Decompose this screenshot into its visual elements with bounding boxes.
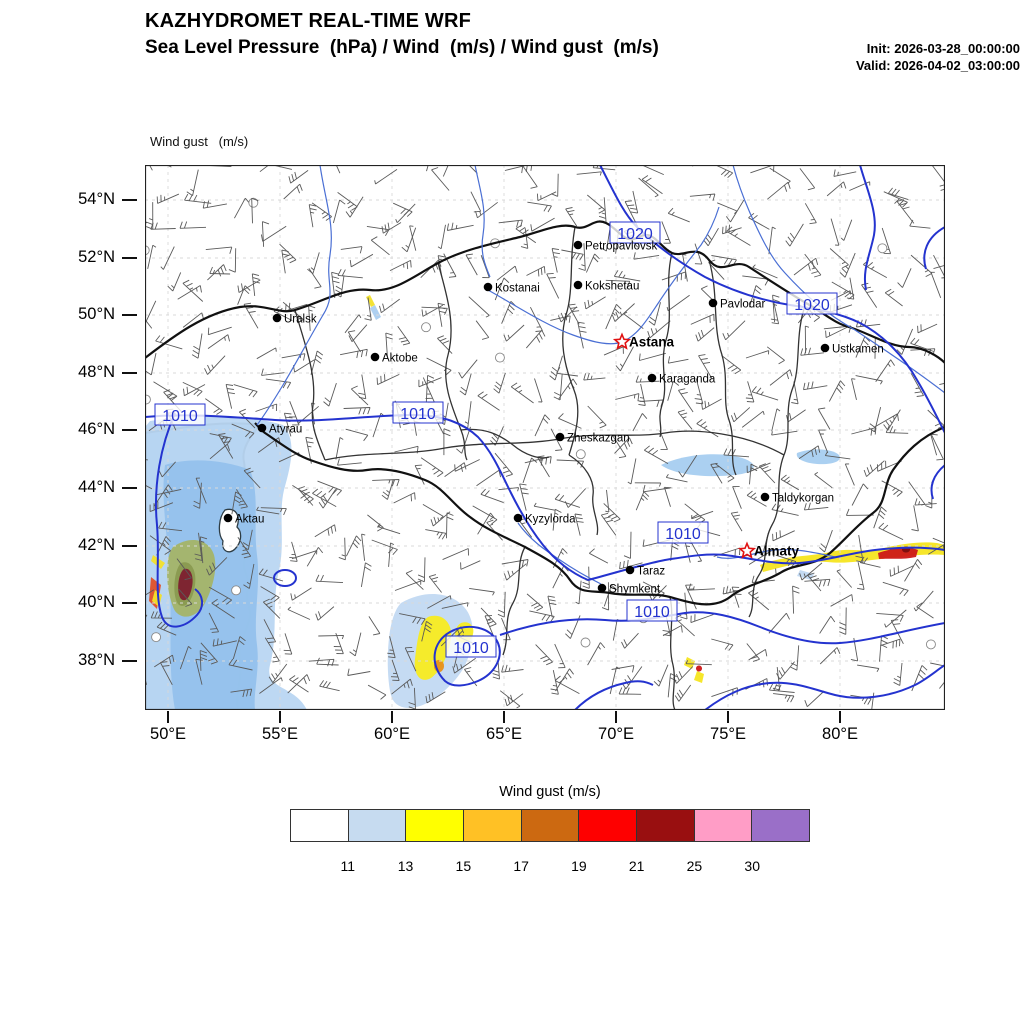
city-label: Kokshetau [585, 280, 640, 293]
city-dot-marker [821, 344, 830, 353]
page-subtitle: Sea Level Pressure (hPa) / Wind (m/s) / Wind gust (m/s) [145, 37, 659, 58]
model-run-info [856, 41, 1020, 75]
lat-tick-label: 48°N [78, 363, 115, 381]
lon-tick-mark [615, 711, 617, 723]
city-dot-marker [574, 241, 583, 250]
contour-label: 1010 [400, 406, 436, 423]
city-dot-marker [258, 424, 267, 433]
city-label: Zheskazgan [567, 432, 630, 445]
lon-tick-mark [839, 711, 841, 723]
lat-tick-mark [122, 429, 137, 431]
colorbar-tick-value: 25 [686, 858, 703, 874]
lon-tick-label: 50°E [150, 725, 186, 743]
colorbar-tick-value: 30 [744, 858, 760, 874]
lat-tick-mark [122, 372, 137, 374]
colorbar-cell [578, 810, 636, 841]
colorbar-cell [348, 810, 406, 841]
city-dot-marker [273, 314, 282, 323]
colorbar-cell [291, 810, 348, 841]
lat-tick-label: 46°N [78, 420, 115, 438]
lat-tick-label: 54°N [78, 190, 115, 208]
city-dot-marker [709, 299, 718, 308]
city-dot-marker [598, 584, 607, 593]
lon-tick-label: 75°E [710, 725, 746, 743]
city-dot-marker [484, 283, 493, 292]
colorbar-title: Wind gust (m/s) [499, 784, 601, 800]
city-dot-marker [514, 514, 523, 523]
lon-tick-label: 65°E [486, 725, 522, 743]
colorbar [290, 784, 810, 878]
lat-tick-label: 40°N [78, 593, 115, 611]
city-label: Kyzylorda [525, 513, 576, 526]
lat-tick-label: 44°N [78, 478, 115, 496]
city-label: Taldykorgan [772, 492, 835, 505]
lat-tick-label: 50°N [78, 305, 115, 323]
lat-tick-mark [122, 660, 137, 662]
city-label: Almaty [754, 543, 800, 559]
colorbar-tick-value: 21 [628, 858, 645, 874]
map-container [78, 165, 945, 743]
colorbar-tick-labels [290, 858, 810, 878]
lat-tick-label: 38°N [78, 651, 115, 669]
lon-tick-mark [503, 711, 505, 723]
city-dot-marker [626, 566, 635, 575]
city-label: Pavlodar [720, 298, 766, 311]
city-dot-marker [761, 493, 770, 502]
lat-tick-label: 42°N [78, 536, 115, 554]
city-dot-marker [556, 433, 565, 442]
map-canvas [145, 165, 945, 710]
colorbar-tick-value: 15 [455, 858, 472, 874]
city-label: Atyrau [269, 423, 303, 436]
page-title: KAZHYDROMET REAL-TIME WRF [145, 10, 472, 32]
legend-line-windgust: Wind gust (m/s) [150, 134, 249, 150]
city-label: Astana [629, 334, 675, 350]
lat-tick-label: 52°N [78, 248, 115, 266]
city-label: Ustkamen [832, 343, 884, 356]
city-label: Karaganda [659, 373, 716, 386]
lon-tick-mark [727, 711, 729, 723]
city-label: Shymkent [609, 583, 661, 596]
city-label: Uralsk [284, 313, 317, 326]
lat-tick-mark [122, 602, 137, 604]
city-dot-marker [371, 353, 380, 362]
lat-tick-mark [122, 487, 137, 489]
lon-tick-label: 70°E [598, 725, 634, 743]
valid-time: Valid: 2026-04-02_03:00:00 [855, 57, 1020, 73]
city-label: Aktobe [382, 352, 418, 365]
lon-tick-label: 80°E [822, 725, 858, 743]
contour-label: 1020 [617, 226, 653, 243]
city-label: Kostanai [495, 282, 540, 295]
colorbar-cell [521, 810, 579, 841]
colorbar-tick-value: 17 [513, 858, 529, 874]
city-label: Taraz [637, 565, 666, 578]
lon-tick-mark [279, 711, 281, 723]
init-time: Init: 2026-03-28_00:00:00 [866, 41, 1020, 56]
contour-label: 1010 [453, 640, 489, 657]
colorbar-cell [636, 810, 694, 841]
colorbar-cells [290, 809, 810, 842]
lon-tick-label: 55°E [262, 725, 298, 743]
colorbar-cell [405, 810, 463, 841]
colorbar-cell [751, 810, 809, 841]
city-dot-marker [224, 514, 233, 523]
lon-tick-mark [167, 711, 169, 723]
contour-label: 1010 [634, 604, 670, 621]
lat-tick-mark [122, 199, 137, 201]
contour-label: 1010 [665, 526, 701, 543]
colorbar-tick-value: 13 [397, 858, 414, 874]
lat-tick-mark [122, 314, 137, 316]
city-dot-marker [648, 374, 657, 383]
colorbar-tick-value: 11 [340, 858, 356, 874]
header [145, 10, 1024, 73]
lon-tick-mark [391, 711, 393, 723]
lat-tick-mark [122, 257, 137, 259]
city-dot-marker [574, 281, 583, 290]
colorbar-cell [694, 810, 752, 841]
city-label: Petropavlovsk [585, 240, 658, 253]
lat-tick-mark [122, 545, 137, 547]
contour-label: 1020 [794, 297, 830, 314]
contour-label: 1010 [162, 408, 198, 425]
colorbar-cell [463, 810, 521, 841]
colorbar-tick-value: 19 [571, 858, 587, 874]
lon-tick-label: 60°E [374, 725, 410, 743]
city-label: Aktau [235, 513, 265, 526]
